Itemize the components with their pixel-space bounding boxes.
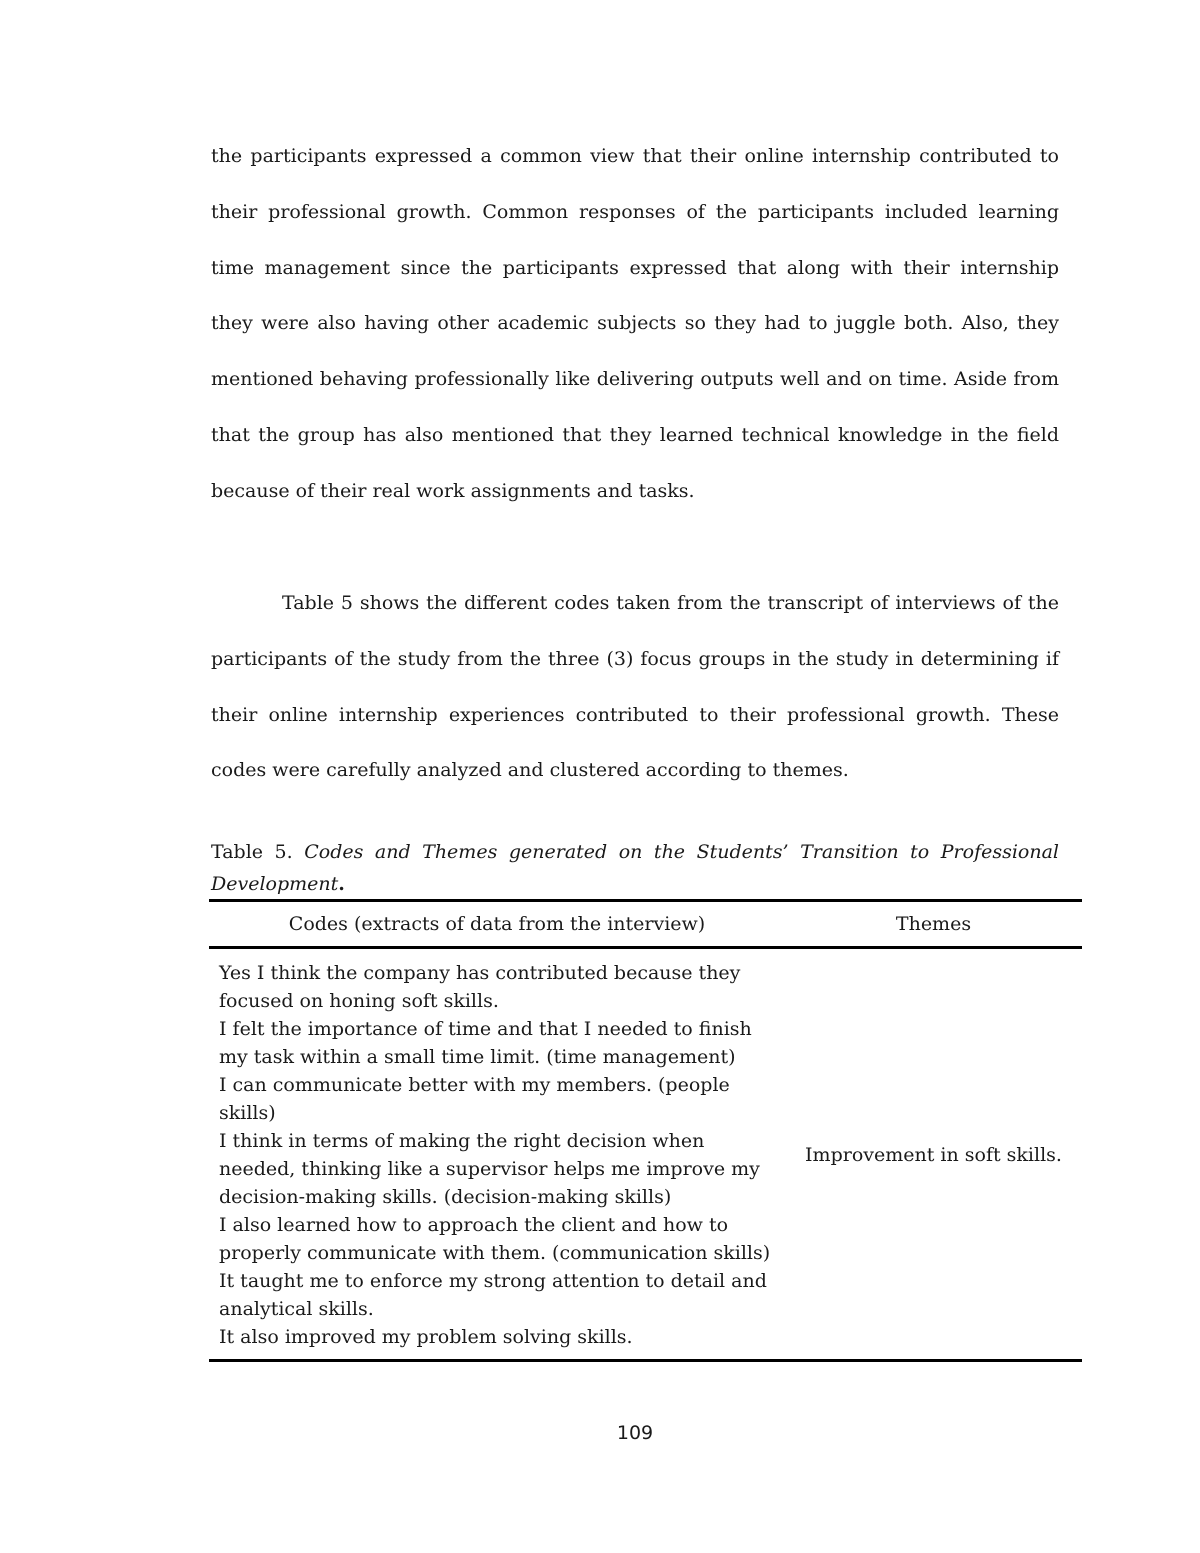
code-line: decision-making skills. (decision-making skills) [219,1186,672,1208]
codes-themes-table [209,899,1082,1362]
code-line: skills) [219,1102,276,1124]
code-line: my task within a small time limit. (time management) [219,1046,736,1068]
code-line: I felt the importance of time and that I needed to finish [219,1018,752,1040]
code-line: It taught me to enforce my strong attention to detail and [219,1270,767,1292]
code-line: I also learned how to approach the client and how to [219,1214,729,1236]
table-caption-title: Codes and Themes generated on the Students’ Transition to Professional Development [211,841,1059,895]
code-line: needed, thinking like a supervisor helps me improve my [219,1158,760,1180]
code-line: analytical skills. [219,1298,374,1320]
code-line: Yes I think the company has contributed because they [219,962,741,984]
page-number: 109 [616,1422,654,1444]
theme-cell: Improvement in soft skills. [785,948,1082,1361]
code-line: I think in terms of making the right decision when [219,1130,705,1152]
code-line: I can communicate better with my members. (people [219,1074,730,1096]
column-header-themes: Themes [785,901,1082,948]
code-line: focused on honing soft skills. [219,990,499,1012]
table-row [209,948,1082,1361]
body-paragraph-2: Table 5 shows the different codes taken from the transcript of interviews of the participants of the study from the three (3) focus groups in the study in determining if their online internship experiences contributed to their professional growth. These codes were carefully analyzed and clustered according to themes. [211,592,1059,782]
table-caption-label: Table 5. [211,841,305,863]
code-line: It also improved my problem solving skills. [219,1326,633,1348]
table-caption-period: . [338,873,345,895]
table-caption [211,836,1059,900]
body-paragraph-1: the participants expressed a common view that their online internship contributed to their professional growth. Common responses of the participants included learning time management since the participants expressed that along with their internship they were also having other academic subjects so they had to juggle both. Also, they mentioned behaving professionally like delivering outputs well and on time. Aside from that the group has also mentioned that they learned technical knowledge in the field because of their real work assignments and tasks. [211,145,1059,502]
table-header-row [209,901,1082,948]
code-line: properly communicate with them. (communication skills) [219,1242,771,1264]
column-header-codes: Codes (extracts of data from the interview) [209,901,785,948]
codes-cell [209,948,785,1361]
